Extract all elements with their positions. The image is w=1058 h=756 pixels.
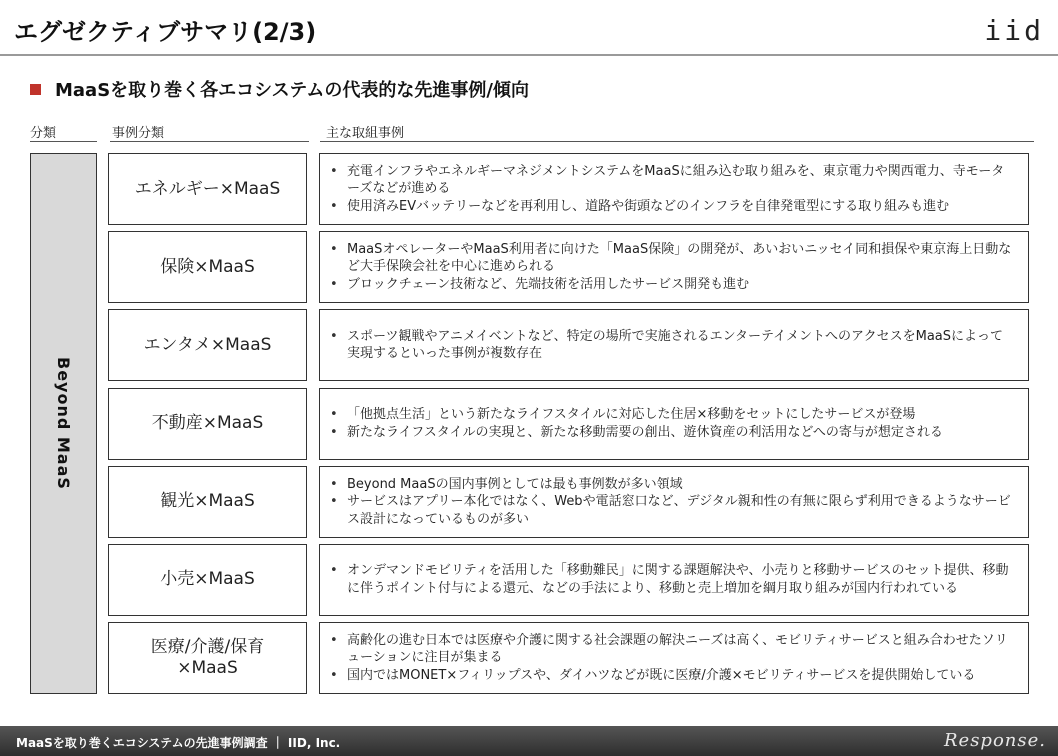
bullet-list bbox=[330, 328, 1016, 363]
row-description bbox=[319, 466, 1029, 538]
bullet-item: • サービスはアプリー本化ではなく、Webや電話窓口など、デジタル親和性の有無に限らず利用できるようなサービス設計になっているものが多い bbox=[330, 493, 1016, 528]
page-title: エグゼクティブサマリ(2/3) bbox=[14, 18, 317, 46]
bullet-item: • スポーツ観戦やアニメイベントなど、特定の場所で実施されるエンターテイメントへのアクセスをMaaSによって実現するといった事例が複数存在 bbox=[330, 328, 1016, 363]
footer-text: MaaSを取り巻くエコシステムの先進事例調査 ｜ IID, Inc. bbox=[16, 736, 341, 750]
response-watermark: Response. bbox=[943, 730, 1046, 751]
bullet-list bbox=[330, 476, 1016, 529]
bullet-item: • 国内ではMONET×フィリップスや、ダイハツなどが既に医療/介護×モビリティサービスを提供開始している bbox=[330, 667, 1016, 685]
title-divider bbox=[0, 54, 1058, 56]
bullet-item: • 高齢化の進む日本では医療や介護に関する社会課題の解決ニーズは高く、モビリティサービスと組み合わせたソリューションに注目が集まる bbox=[330, 632, 1016, 667]
row-category: 小売×MaaS bbox=[108, 544, 307, 616]
bullet-item: • Beyond MaaSの国内事例としては最も事例数が多い領域 bbox=[330, 476, 1016, 494]
bullet-item: • MaaSオペレーターやMaaS利用者に向けた「MaaS保険」の開発が、あいおいニッセイ同和損保や東京海上日動など大手保険会社を中心に進められる bbox=[330, 241, 1016, 276]
row-description bbox=[319, 622, 1029, 694]
table-row bbox=[108, 231, 1029, 303]
row-category: エネルギー×MaaS bbox=[108, 153, 307, 225]
group-label: Beyond MaaS bbox=[54, 357, 73, 490]
table-row bbox=[108, 466, 1029, 538]
section-heading-text: MaaSを取り巻く各エコシステムの代表的な先進事例/傾向 bbox=[55, 80, 529, 101]
bullet-list bbox=[330, 406, 1016, 441]
table-row bbox=[108, 544, 1029, 616]
column-header-main-cases: 主な取組事例 bbox=[320, 122, 1034, 142]
bullet-item: • 充電インフラやエネルギーマネジメントシステムをMaaSに組み込む取り組みを、東京電力や関西電力、寺モーターズなどが進める bbox=[330, 163, 1016, 198]
footer-bar bbox=[0, 726, 1058, 756]
table-row bbox=[108, 153, 1029, 225]
row-category: 不動産×MaaS bbox=[108, 388, 307, 460]
bullet-item: • 新たなライフスタイルの実現と、新たな移動需要の創出、遊休資産の利活用などへの寄与が想定される bbox=[330, 424, 1016, 442]
row-description bbox=[319, 153, 1029, 225]
table-row bbox=[108, 388, 1029, 460]
case-table bbox=[108, 153, 1029, 700]
bullet-item: • オンデマンドモビリティを活用した「移動難民」に関する課題解決や、小売りと移動サービスのセット提供、移動に伴うポイント付与による還元、などの手法により、移動と売上増加を綱月取り組みが国内行われている bbox=[330, 562, 1016, 597]
row-description bbox=[319, 544, 1029, 616]
row-category: エンタメ×MaaS bbox=[108, 309, 307, 381]
bullet-list bbox=[330, 632, 1016, 685]
table-row bbox=[108, 622, 1029, 694]
square-bullet-icon bbox=[30, 84, 41, 95]
row-description bbox=[319, 231, 1029, 303]
bullet-item: • 「他拠点生活」という新たなライフスタイルに対応した住居×移動をセットにしたサービスが登場 bbox=[330, 406, 1016, 424]
bullet-item: • ブロックチェーン技術など、先端技術を活用したサービス開発も進む bbox=[330, 276, 1016, 294]
bullet-list bbox=[330, 163, 1016, 216]
column-header-subcategory: 事例分類 bbox=[110, 122, 309, 142]
bullet-item: • 使用済みEVバッテリーなどを再利用し、道路や街頭などのインフラを自律発電型にする取り組みも進む bbox=[330, 198, 1016, 216]
row-category: 医療/介護/保育 ×MaaS bbox=[108, 622, 307, 694]
row-description bbox=[319, 309, 1029, 381]
bullet-list bbox=[330, 562, 1016, 597]
company-logo: iid bbox=[984, 14, 1044, 47]
column-header-classification: 分類 bbox=[30, 122, 97, 142]
row-category: 観光×MaaS bbox=[108, 466, 307, 538]
row-description bbox=[319, 388, 1029, 460]
bullet-list bbox=[330, 241, 1016, 294]
row-category: 保険×MaaS bbox=[108, 231, 307, 303]
group-label-box bbox=[30, 153, 97, 694]
section-heading bbox=[30, 76, 529, 102]
table-row bbox=[108, 309, 1029, 381]
